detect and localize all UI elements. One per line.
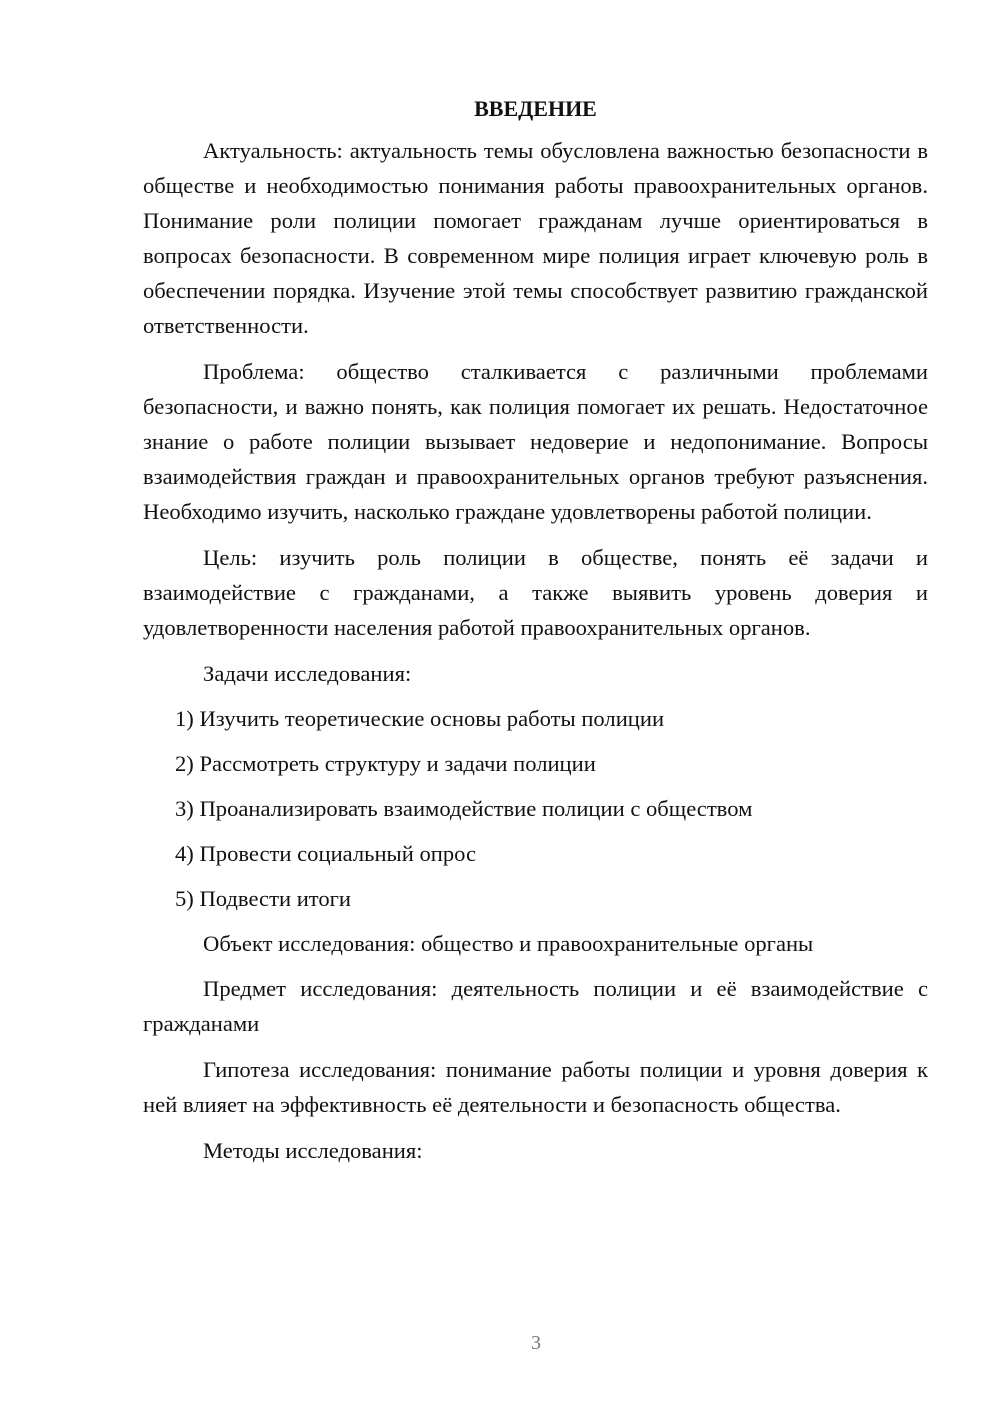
subject-paragraph: Предмет исследования: деятельность полиции и её взаимодействие с гражданами [143, 976, 928, 1036]
problem-paragraph: Проблема: общество сталкивается с различными проблемами безопасности, и важно понять, как полиция помогает их решать. Недостаточное знание о работе полиции вызывает недоверие и недопонимание. Вопросы взаимодействия граждан и правоохранительных органов требуют разъяснения. Необходимо изучить, насколько граждане удовлетворены работой полиции. [143, 359, 928, 524]
methods-heading: Методы исследования: [203, 1138, 423, 1163]
list-item: 2) Рассмотреть структуру и задачи полиции [175, 751, 596, 776]
list-item: 3) Проанализировать взаимодействие полиции с обществом [175, 796, 753, 821]
tasks-list [143, 701, 928, 916]
hypothesis-paragraph: Гипотеза исследования: понимание работы полиции и уровня доверия к ней влияет на эффективность её деятельности и безопасность общества. [143, 1057, 928, 1117]
page-number: 3 [531, 1332, 541, 1354]
list-item: 4) Провести социальный опрос [175, 841, 477, 866]
list-item: 5) Подвести итоги [175, 886, 352, 911]
tasks-heading: Задачи исследования: [203, 661, 412, 686]
document-page [143, 90, 928, 1178]
section-title: ВВЕДЕНИЕ [474, 96, 597, 121]
relevance-paragraph: Актуальность: актуальность темы обусловлена важностью безопасности в обществе и необходимостью понимания работы правоохранительных органов. Понимание роли полиции помогает гражданам лучше ориентироваться в вопросах безопасности. В современном мире полиция играет ключевую роль в обеспечении порядка. Изучение этой темы способствует развитию гражданской ответственности. [143, 138, 928, 338]
object-paragraph: Объект исследования: общество и правоохранительные органы [203, 931, 814, 956]
goal-paragraph: Цель: изучить роль полиции в обществе, понять её задачи и взаимодействие с гражданами, а также выявить уровень доверия и удовлетворенности населения работой правоохранительных органов. [143, 545, 928, 640]
list-item: 1) Изучить теоретические основы работы полиции [175, 706, 665, 731]
